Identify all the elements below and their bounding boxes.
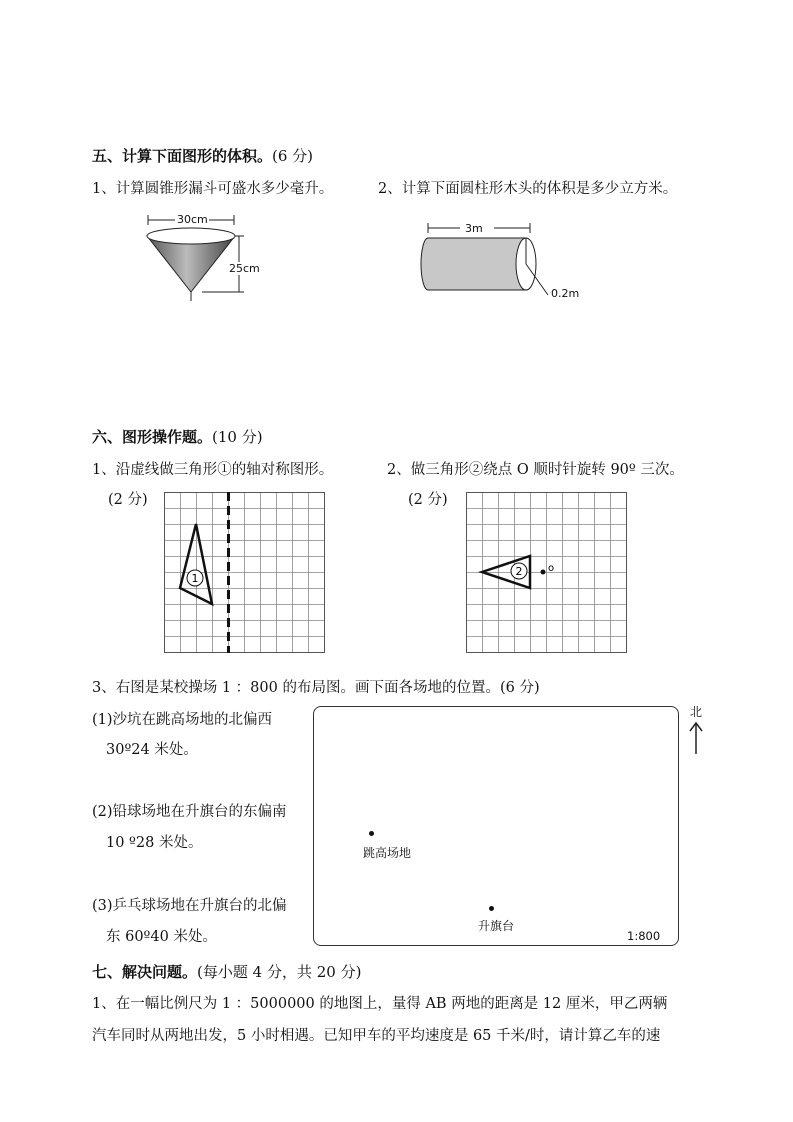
section7-heading (92, 961, 361, 982)
grid-left (164, 492, 325, 653)
grid-right (466, 492, 627, 653)
q3-item-2-line-2: 10 º28 米处。 (106, 835, 203, 851)
section6-title: 六、图形操作题。 (92, 428, 213, 446)
section5-score: (6 分) (272, 147, 314, 165)
cone-diameter-label: 30cm (177, 213, 208, 226)
section6-question-2: 2、做三角形②绕点 O 顺时针旋转 90º 三次。 (387, 462, 684, 478)
cone-height-label: 25cm (229, 262, 260, 275)
section6-heading (92, 426, 263, 447)
north-label: 北 (690, 705, 703, 719)
section7-question-1-line-1: 1、在一幅比例尺为 1 ：5000000 的地图上，量得 AB 两地的距离是 12 厘米，甲乙两辆 (92, 996, 668, 1012)
q3-item-1-line-2: 30º24 米处。 (106, 742, 198, 758)
section6-question-1: 1、沿虚线做三角形①的轴对称图形。 (92, 462, 334, 478)
triangle-1-label: 1 (191, 572, 199, 585)
flag-platform-label: 升旗台 (478, 919, 515, 933)
section7-question-1-line-2: 汽车同时从两地出发，5 小时相遇。已知甲车的平均速度是 65 千米/时，请计算乙车的速 (92, 1028, 661, 1044)
section7-title: 七、解决问题。 (92, 963, 198, 981)
section5-heading (92, 145, 313, 166)
section5-question-1: 1、计算圆锥形漏斗可盛水多少毫升。 (92, 181, 334, 197)
map-scale-label: 1:800 (627, 929, 661, 943)
triangle-2-label: 2 (515, 565, 523, 578)
north-arrow-icon (688, 720, 704, 756)
high-jump-label: 跳高场地 (363, 846, 412, 860)
section7-score: (每小题 4 分，共 20 分) (197, 963, 362, 981)
point-o (541, 570, 546, 575)
flag-platform-point (489, 906, 494, 911)
section6-question-3: 3、右图是某校操场 1 ：800 的布局图。画下面各场地的位置。(6 分) (92, 680, 540, 696)
q3-item-1-line-1: (1)沙坑在跳高场地的北偏西 (92, 712, 273, 728)
cylinder-length-label: 3m (465, 222, 483, 235)
high-jump-point (369, 831, 374, 836)
section6-question-1-score: (2 分) (108, 492, 148, 508)
playground-map (313, 706, 679, 946)
section6-score: (10 分) (212, 428, 263, 446)
section5-title: 五、计算下面图形的体积。 (92, 147, 273, 165)
point-o-label: o (548, 563, 555, 574)
q3-item-3-line-1: (3)乒乓球场地在升旗台的北偏 (92, 898, 287, 914)
section6-question-2-score: (2 分) (408, 492, 448, 508)
cylinder-radius-label: 0.2m (551, 287, 580, 300)
triangle-1 (180, 524, 212, 604)
q3-item-2-line-1: (2)铅球场地在升旗台的东偏南 (92, 804, 287, 820)
q3-item-3-line-2: 东 60º40 米处。 (106, 929, 217, 945)
section5-question-2: 2、计算下面圆柱形木头的体积是多少立方米。 (378, 181, 678, 197)
